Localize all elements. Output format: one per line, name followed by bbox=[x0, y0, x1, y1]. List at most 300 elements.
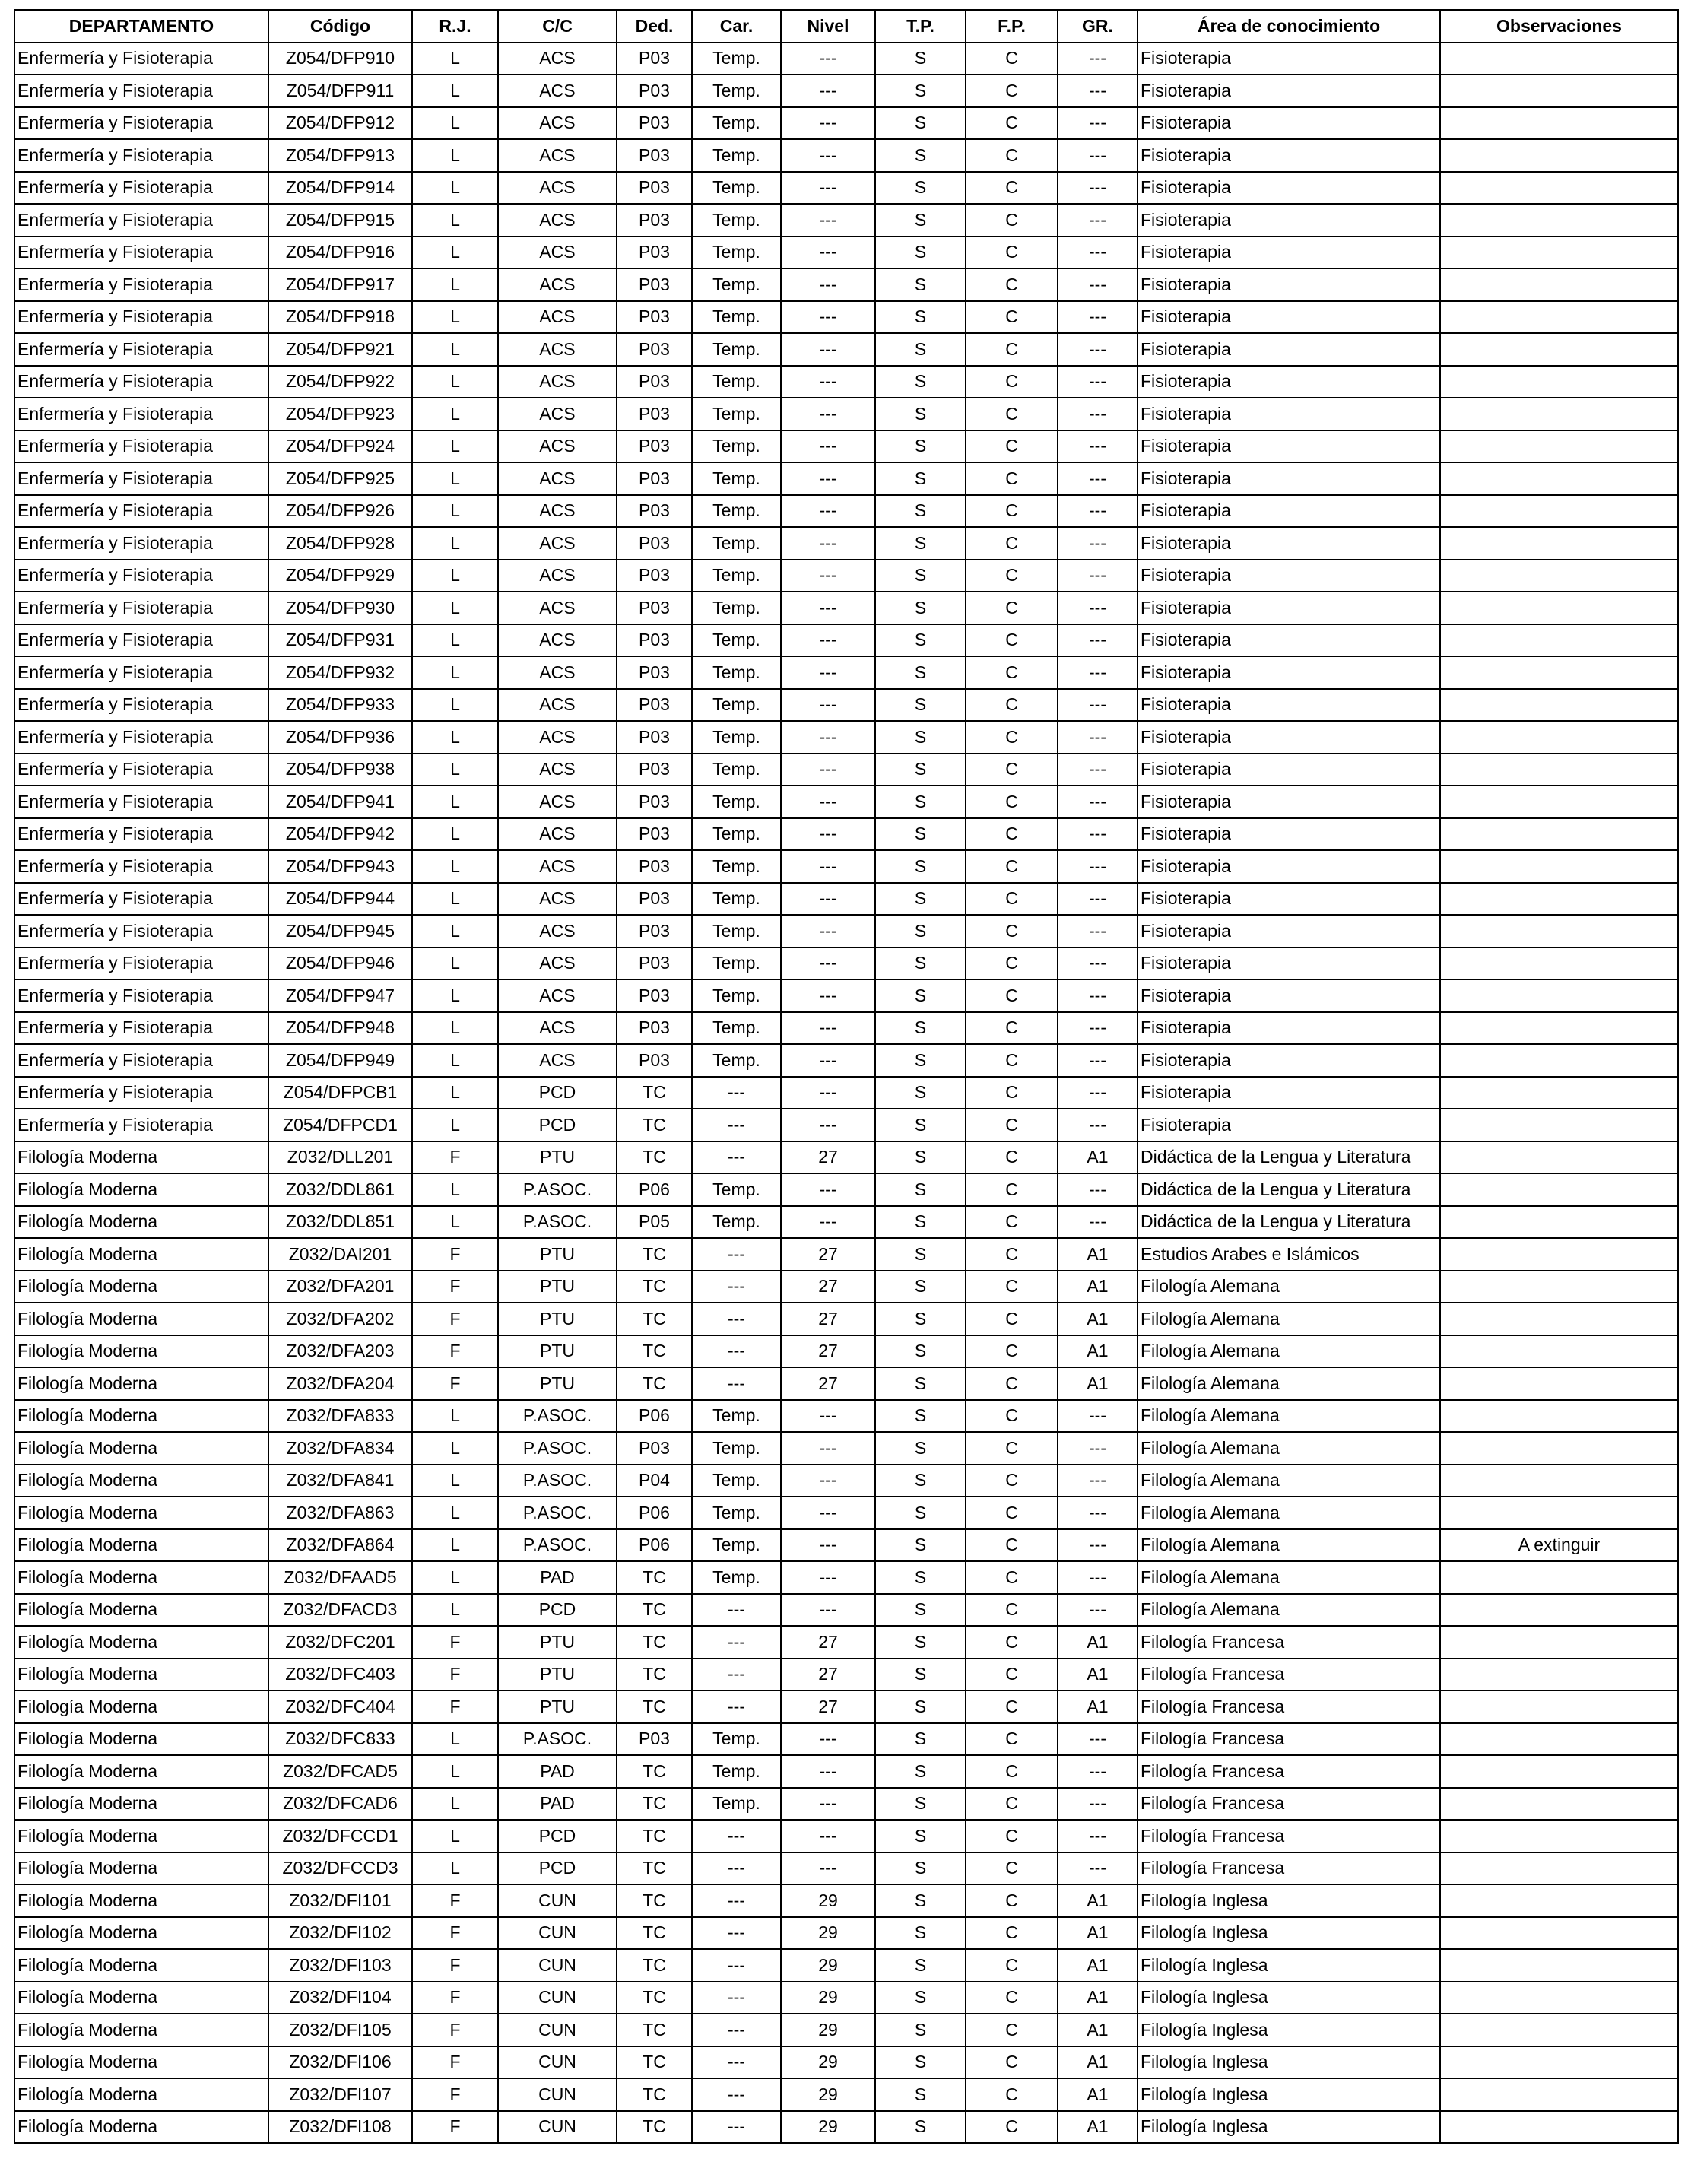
cell-observaciones bbox=[1440, 430, 1678, 463]
cell-tp: S bbox=[875, 2046, 966, 2079]
cell-departamento: Filología Moderna bbox=[14, 1788, 268, 1821]
cell-observaciones: A extinguir bbox=[1440, 1529, 1678, 1562]
cell-departamento: Filología Moderna bbox=[14, 1206, 268, 1239]
cell-car: --- bbox=[692, 1335, 781, 1368]
cell-codigo: Z054/DFP945 bbox=[268, 915, 412, 948]
cell-tp: S bbox=[875, 75, 966, 107]
cell-gr: --- bbox=[1058, 1820, 1137, 1852]
cell-codigo: Z054/DFP936 bbox=[268, 721, 412, 754]
cell-nivel: 27 bbox=[781, 1303, 875, 1335]
cell-ded: P03 bbox=[617, 1723, 692, 1756]
cell-rj: L bbox=[412, 850, 498, 883]
cell-ded: P03 bbox=[617, 43, 692, 75]
table-header-row bbox=[14, 10, 1678, 43]
cell-departamento: Enfermería y Fisioterapia bbox=[14, 1109, 268, 1141]
cell-car: --- bbox=[692, 1690, 781, 1723]
cell-tp: S bbox=[875, 689, 966, 722]
cell-observaciones bbox=[1440, 1982, 1678, 2014]
cell-fp: C bbox=[966, 1271, 1058, 1303]
cell-departamento: Enfermería y Fisioterapia bbox=[14, 1077, 268, 1109]
cell-car: --- bbox=[692, 1594, 781, 1627]
cell-observaciones bbox=[1440, 1465, 1678, 1497]
cell-codigo: Z054/DFP910 bbox=[268, 43, 412, 75]
cell-cc: CUN bbox=[498, 2014, 617, 2046]
cell-codigo: Z032/DFI108 bbox=[268, 2111, 412, 2144]
cell-car: --- bbox=[692, 1982, 781, 2014]
cell-nivel: --- bbox=[781, 656, 875, 689]
cell-ded: P04 bbox=[617, 1465, 692, 1497]
table-row bbox=[14, 1367, 1678, 1400]
table-row bbox=[14, 1238, 1678, 1271]
cell-cc: ACS bbox=[498, 462, 617, 495]
cell-nivel: --- bbox=[781, 592, 875, 624]
cell-ded: TC bbox=[617, 1659, 692, 1691]
cell-car: --- bbox=[692, 1659, 781, 1691]
cell-fp: C bbox=[966, 204, 1058, 236]
cell-codigo: Z054/DFP930 bbox=[268, 592, 412, 624]
cell-tp: S bbox=[875, 1755, 966, 1788]
cell-tp: S bbox=[875, 1271, 966, 1303]
table-row bbox=[14, 430, 1678, 463]
cell-cc: ACS bbox=[498, 204, 617, 236]
cell-nivel: --- bbox=[781, 1820, 875, 1852]
cell-rj: L bbox=[412, 1173, 498, 1206]
cell-ded: P06 bbox=[617, 1497, 692, 1529]
cell-area: Filología Alemana bbox=[1137, 1335, 1440, 1368]
cell-area: Filología Inglesa bbox=[1137, 2111, 1440, 2144]
cell-observaciones bbox=[1440, 1077, 1678, 1109]
cell-nivel: 27 bbox=[781, 1335, 875, 1368]
cell-ded: P03 bbox=[617, 204, 692, 236]
cell-departamento: Enfermería y Fisioterapia bbox=[14, 656, 268, 689]
header-departamento: DEPARTAMENTO bbox=[14, 10, 268, 43]
cell-departamento: Filología Moderna bbox=[14, 1238, 268, 1271]
cell-fp: C bbox=[966, 2111, 1058, 2144]
cell-ded: TC bbox=[617, 2046, 692, 2079]
cell-tp: S bbox=[875, 430, 966, 463]
cell-cc: ACS bbox=[498, 754, 617, 786]
cell-codigo: Z054/DFP915 bbox=[268, 204, 412, 236]
header-rj: R.J. bbox=[412, 10, 498, 43]
cell-codigo: Z032/DFCAD5 bbox=[268, 1755, 412, 1788]
cell-rj: L bbox=[412, 139, 498, 172]
cell-fp: C bbox=[966, 1982, 1058, 2014]
table-row bbox=[14, 301, 1678, 334]
cell-codigo: Z032/DFAAD5 bbox=[268, 1561, 412, 1594]
table-row bbox=[14, 1690, 1678, 1723]
cell-area: Filología Inglesa bbox=[1137, 2046, 1440, 2079]
cell-area: Fisioterapia bbox=[1137, 268, 1440, 301]
cell-nivel: --- bbox=[781, 560, 875, 592]
table-row bbox=[14, 1400, 1678, 1433]
cell-departamento: Enfermería y Fisioterapia bbox=[14, 1012, 268, 1045]
cell-departamento: Enfermería y Fisioterapia bbox=[14, 850, 268, 883]
cell-observaciones bbox=[1440, 527, 1678, 560]
cell-gr: --- bbox=[1058, 979, 1137, 1012]
table-row bbox=[14, 1723, 1678, 1756]
cell-gr: --- bbox=[1058, 721, 1137, 754]
cell-tp: S bbox=[875, 948, 966, 980]
cell-tp: S bbox=[875, 301, 966, 334]
cell-observaciones bbox=[1440, 850, 1678, 883]
cell-car: --- bbox=[692, 1917, 781, 1950]
cell-car: Temp. bbox=[692, 592, 781, 624]
cell-nivel: --- bbox=[781, 883, 875, 916]
cell-area: Fisioterapia bbox=[1137, 107, 1440, 140]
cell-tp: S bbox=[875, 1788, 966, 1821]
cell-departamento: Enfermería y Fisioterapia bbox=[14, 721, 268, 754]
cell-cc: PAD bbox=[498, 1755, 617, 1788]
cell-gr: --- bbox=[1058, 1561, 1137, 1594]
cell-cc: CUN bbox=[498, 1982, 617, 2014]
cell-ded: P05 bbox=[617, 1206, 692, 1239]
cell-nivel: 29 bbox=[781, 1949, 875, 1982]
cell-observaciones bbox=[1440, 75, 1678, 107]
cell-observaciones bbox=[1440, 107, 1678, 140]
cell-area: Estudios Arabes e Islámicos bbox=[1137, 1238, 1440, 1271]
cell-departamento: Enfermería y Fisioterapia bbox=[14, 979, 268, 1012]
cell-rj: F bbox=[412, 1949, 498, 1982]
cell-area: Fisioterapia bbox=[1137, 527, 1440, 560]
table-row bbox=[14, 754, 1678, 786]
cell-nivel: 29 bbox=[781, 2046, 875, 2079]
cell-nivel: --- bbox=[781, 1173, 875, 1206]
cell-ded: TC bbox=[617, 1561, 692, 1594]
table-row bbox=[14, 850, 1678, 883]
cell-tp: S bbox=[875, 1465, 966, 1497]
cell-codigo: Z054/DFP944 bbox=[268, 883, 412, 916]
cell-area: Filología Alemana bbox=[1137, 1303, 1440, 1335]
cell-observaciones bbox=[1440, 1303, 1678, 1335]
table-row bbox=[14, 1755, 1678, 1788]
cell-observaciones bbox=[1440, 979, 1678, 1012]
cell-rj: L bbox=[412, 236, 498, 269]
cell-codigo: Z032/DFCCD1 bbox=[268, 1820, 412, 1852]
cell-nivel: 29 bbox=[781, 1884, 875, 1917]
cell-nivel: 27 bbox=[781, 1271, 875, 1303]
cell-tp: S bbox=[875, 1561, 966, 1594]
table-row bbox=[14, 527, 1678, 560]
cell-nivel: 27 bbox=[781, 1690, 875, 1723]
cell-codigo: Z032/DFI104 bbox=[268, 1982, 412, 2014]
cell-gr: --- bbox=[1058, 172, 1137, 205]
cell-observaciones bbox=[1440, 2078, 1678, 2111]
cell-tp: S bbox=[875, 527, 966, 560]
cell-car: Temp. bbox=[692, 333, 781, 366]
cell-rj: L bbox=[412, 1755, 498, 1788]
cell-area: Filología Francesa bbox=[1137, 1723, 1440, 1756]
cell-ded: P03 bbox=[617, 754, 692, 786]
cell-observaciones bbox=[1440, 43, 1678, 75]
cell-nivel: 29 bbox=[781, 2014, 875, 2046]
cell-gr: --- bbox=[1058, 430, 1137, 463]
cell-tp: S bbox=[875, 1690, 966, 1723]
cell-tp: S bbox=[875, 462, 966, 495]
cell-ded: P03 bbox=[617, 268, 692, 301]
cell-gr: --- bbox=[1058, 1529, 1137, 1562]
cell-ded: P03 bbox=[617, 786, 692, 818]
cell-gr: --- bbox=[1058, 1497, 1137, 1529]
cell-gr: A1 bbox=[1058, 1690, 1137, 1723]
cell-tp: S bbox=[875, 1012, 966, 1045]
cell-departamento: Filología Moderna bbox=[14, 1303, 268, 1335]
cell-observaciones bbox=[1440, 656, 1678, 689]
table-row bbox=[14, 1012, 1678, 1045]
cell-ded: TC bbox=[617, 1367, 692, 1400]
table-row bbox=[14, 624, 1678, 657]
cell-gr: --- bbox=[1058, 1788, 1137, 1821]
table-row bbox=[14, 1626, 1678, 1659]
cell-codigo: Z054/DFP943 bbox=[268, 850, 412, 883]
cell-area: Fisioterapia bbox=[1137, 754, 1440, 786]
cell-fp: C bbox=[966, 850, 1058, 883]
cell-nivel: 27 bbox=[781, 1367, 875, 1400]
cell-tp: S bbox=[875, 1982, 966, 2014]
cell-car: Temp. bbox=[692, 1044, 781, 1077]
cell-area: Fisioterapia bbox=[1137, 915, 1440, 948]
cell-gr: --- bbox=[1058, 301, 1137, 334]
cell-nivel: --- bbox=[781, 1529, 875, 1562]
cell-ded: TC bbox=[617, 1077, 692, 1109]
cell-car: Temp. bbox=[692, 268, 781, 301]
cell-rj: L bbox=[412, 366, 498, 398]
cell-nivel: --- bbox=[781, 236, 875, 269]
cell-nivel: --- bbox=[781, 268, 875, 301]
cell-fp: C bbox=[966, 1852, 1058, 1885]
cell-observaciones bbox=[1440, 2014, 1678, 2046]
cell-observaciones bbox=[1440, 1497, 1678, 1529]
cell-car: Temp. bbox=[692, 398, 781, 430]
cell-gr: A1 bbox=[1058, 1659, 1137, 1691]
cell-car: Temp. bbox=[692, 430, 781, 463]
cell-departamento: Enfermería y Fisioterapia bbox=[14, 754, 268, 786]
cell-ded: P03 bbox=[617, 495, 692, 528]
cell-rj: F bbox=[412, 2014, 498, 2046]
cell-gr: --- bbox=[1058, 1400, 1137, 1433]
cell-gr: --- bbox=[1058, 656, 1137, 689]
cell-departamento: Filología Moderna bbox=[14, 1432, 268, 1465]
cell-cc: ACS bbox=[498, 915, 617, 948]
cell-tp: S bbox=[875, 1949, 966, 1982]
cell-ded: P06 bbox=[617, 1400, 692, 1433]
cell-departamento: Enfermería y Fisioterapia bbox=[14, 236, 268, 269]
cell-ded: P03 bbox=[617, 915, 692, 948]
table-row bbox=[14, 495, 1678, 528]
cell-rj: L bbox=[412, 527, 498, 560]
cell-nivel: --- bbox=[781, 301, 875, 334]
cell-gr: A1 bbox=[1058, 2014, 1137, 2046]
cell-codigo: Z054/DFP947 bbox=[268, 979, 412, 1012]
cell-departamento: Filología Moderna bbox=[14, 1755, 268, 1788]
cell-area: Filología Alemana bbox=[1137, 1367, 1440, 1400]
header-car: Car. bbox=[692, 10, 781, 43]
cell-ded: TC bbox=[617, 1271, 692, 1303]
cell-departamento: Filología Moderna bbox=[14, 1173, 268, 1206]
cell-departamento: Filología Moderna bbox=[14, 2078, 268, 2111]
table-row bbox=[14, 1982, 1678, 2014]
cell-tp: S bbox=[875, 1400, 966, 1433]
cell-tp: S bbox=[875, 1529, 966, 1562]
cell-observaciones bbox=[1440, 1884, 1678, 1917]
cell-ded: P03 bbox=[617, 979, 692, 1012]
cell-nivel: --- bbox=[781, 1044, 875, 1077]
cell-car: Temp. bbox=[692, 979, 781, 1012]
cell-nivel: --- bbox=[781, 1465, 875, 1497]
cell-observaciones bbox=[1440, 462, 1678, 495]
cell-gr: --- bbox=[1058, 1723, 1137, 1756]
cell-gr: --- bbox=[1058, 268, 1137, 301]
cell-ded: P03 bbox=[617, 301, 692, 334]
table-row bbox=[14, 398, 1678, 430]
cell-departamento: Enfermería y Fisioterapia bbox=[14, 204, 268, 236]
cell-area: Fisioterapia bbox=[1137, 1109, 1440, 1141]
cell-rj: L bbox=[412, 948, 498, 980]
cell-car: Temp. bbox=[692, 754, 781, 786]
cell-fp: C bbox=[966, 786, 1058, 818]
cell-tp: S bbox=[875, 883, 966, 916]
cell-observaciones bbox=[1440, 1012, 1678, 1045]
cell-car: Temp. bbox=[692, 948, 781, 980]
cell-tp: S bbox=[875, 1173, 966, 1206]
cell-rj: L bbox=[412, 754, 498, 786]
cell-departamento: Filología Moderna bbox=[14, 1400, 268, 1433]
cell-ded: P03 bbox=[617, 333, 692, 366]
cell-car: --- bbox=[692, 1820, 781, 1852]
cell-departamento: Filología Moderna bbox=[14, 1626, 268, 1659]
cell-car: Temp. bbox=[692, 624, 781, 657]
cell-nivel: --- bbox=[781, 495, 875, 528]
cell-fp: C bbox=[966, 430, 1058, 463]
cell-gr: A1 bbox=[1058, 1303, 1137, 1335]
cell-ded: TC bbox=[617, 1788, 692, 1821]
cell-fp: C bbox=[966, 1173, 1058, 1206]
cell-codigo: Z054/DFP948 bbox=[268, 1012, 412, 1045]
cell-departamento: Enfermería y Fisioterapia bbox=[14, 948, 268, 980]
cell-car: Temp. bbox=[692, 172, 781, 205]
cell-area: Filología Alemana bbox=[1137, 1400, 1440, 1433]
cell-departamento: Filología Moderna bbox=[14, 2014, 268, 2046]
cell-departamento: Enfermería y Fisioterapia bbox=[14, 495, 268, 528]
cell-cc: ACS bbox=[498, 527, 617, 560]
cell-observaciones bbox=[1440, 236, 1678, 269]
cell-cc: ACS bbox=[498, 139, 617, 172]
cell-gr: --- bbox=[1058, 43, 1137, 75]
cell-rj: L bbox=[412, 1723, 498, 1756]
cell-rj: L bbox=[412, 43, 498, 75]
cell-area: Didáctica de la Lengua y Literatura bbox=[1137, 1206, 1440, 1239]
cell-codigo: Z032/DFI107 bbox=[268, 2078, 412, 2111]
cell-codigo: Z054/DFP926 bbox=[268, 495, 412, 528]
table-row bbox=[14, 1497, 1678, 1529]
cell-departamento: Enfermería y Fisioterapia bbox=[14, 786, 268, 818]
cell-area: Fisioterapia bbox=[1137, 495, 1440, 528]
cell-gr: A1 bbox=[1058, 1141, 1137, 1174]
cell-nivel: --- bbox=[781, 43, 875, 75]
cell-ded: TC bbox=[617, 1982, 692, 2014]
cell-codigo: Z054/DFP929 bbox=[268, 560, 412, 592]
cell-rj: L bbox=[412, 1044, 498, 1077]
cell-codigo: Z054/DFP911 bbox=[268, 75, 412, 107]
table-row bbox=[14, 333, 1678, 366]
cell-fp: C bbox=[966, 2046, 1058, 2079]
cell-rj: L bbox=[412, 1820, 498, 1852]
table-row bbox=[14, 1432, 1678, 1465]
cell-fp: C bbox=[966, 43, 1058, 75]
cell-rj: F bbox=[412, 1303, 498, 1335]
cell-cc: ACS bbox=[498, 43, 617, 75]
cell-cc: ACS bbox=[498, 333, 617, 366]
cell-tp: S bbox=[875, 979, 966, 1012]
table-row bbox=[14, 1884, 1678, 1917]
cell-gr: A1 bbox=[1058, 1271, 1137, 1303]
cell-cc: ACS bbox=[498, 689, 617, 722]
cell-ded: P03 bbox=[617, 236, 692, 269]
cell-fp: C bbox=[966, 1755, 1058, 1788]
cell-cc: PAD bbox=[498, 1561, 617, 1594]
cell-tp: S bbox=[875, 1820, 966, 1852]
cell-tp: S bbox=[875, 721, 966, 754]
cell-area: Fisioterapia bbox=[1137, 430, 1440, 463]
table-row bbox=[14, 979, 1678, 1012]
cell-gr: --- bbox=[1058, 689, 1137, 722]
header-area: Área de conocimiento bbox=[1137, 10, 1440, 43]
cell-tp: S bbox=[875, 818, 966, 851]
cell-tp: S bbox=[875, 1852, 966, 1885]
cell-area: Fisioterapia bbox=[1137, 139, 1440, 172]
table-row bbox=[14, 592, 1678, 624]
cell-observaciones bbox=[1440, 786, 1678, 818]
cell-observaciones bbox=[1440, 1852, 1678, 1885]
cell-cc: PTU bbox=[498, 1303, 617, 1335]
cell-observaciones bbox=[1440, 172, 1678, 205]
cell-tp: S bbox=[875, 1497, 966, 1529]
cell-cc: ACS bbox=[498, 850, 617, 883]
cell-codigo: Z054/DFP912 bbox=[268, 107, 412, 140]
cell-cc: P.ASOC. bbox=[498, 1465, 617, 1497]
cell-rj: L bbox=[412, 1465, 498, 1497]
cell-observaciones bbox=[1440, 204, 1678, 236]
cell-area: Fisioterapia bbox=[1137, 818, 1440, 851]
cell-cc: ACS bbox=[498, 721, 617, 754]
table-row bbox=[14, 721, 1678, 754]
cell-ded: P03 bbox=[617, 1432, 692, 1465]
cell-tp: S bbox=[875, 1141, 966, 1174]
table-row bbox=[14, 2078, 1678, 2111]
cell-nivel: --- bbox=[781, 948, 875, 980]
cell-codigo: Z032/DFA203 bbox=[268, 1335, 412, 1368]
cell-ded: TC bbox=[617, 1303, 692, 1335]
cell-rj: F bbox=[412, 1335, 498, 1368]
cell-ded: TC bbox=[617, 1335, 692, 1368]
cell-rj: L bbox=[412, 75, 498, 107]
cell-area: Filología Francesa bbox=[1137, 1690, 1440, 1723]
cell-observaciones bbox=[1440, 1173, 1678, 1206]
cell-rj: F bbox=[412, 1690, 498, 1723]
cell-rj: F bbox=[412, 1271, 498, 1303]
cell-observaciones bbox=[1440, 915, 1678, 948]
cell-codigo: Z032/DLL201 bbox=[268, 1141, 412, 1174]
cell-cc: ACS bbox=[498, 592, 617, 624]
table-row bbox=[14, 75, 1678, 107]
cell-codigo: Z054/DFP941 bbox=[268, 786, 412, 818]
cell-nivel: 27 bbox=[781, 1659, 875, 1691]
cell-codigo: Z054/DFP938 bbox=[268, 754, 412, 786]
cell-tp: S bbox=[875, 1077, 966, 1109]
cell-rj: L bbox=[412, 1400, 498, 1433]
cell-cc: ACS bbox=[498, 398, 617, 430]
cell-departamento: Filología Moderna bbox=[14, 2046, 268, 2079]
cell-observaciones bbox=[1440, 721, 1678, 754]
